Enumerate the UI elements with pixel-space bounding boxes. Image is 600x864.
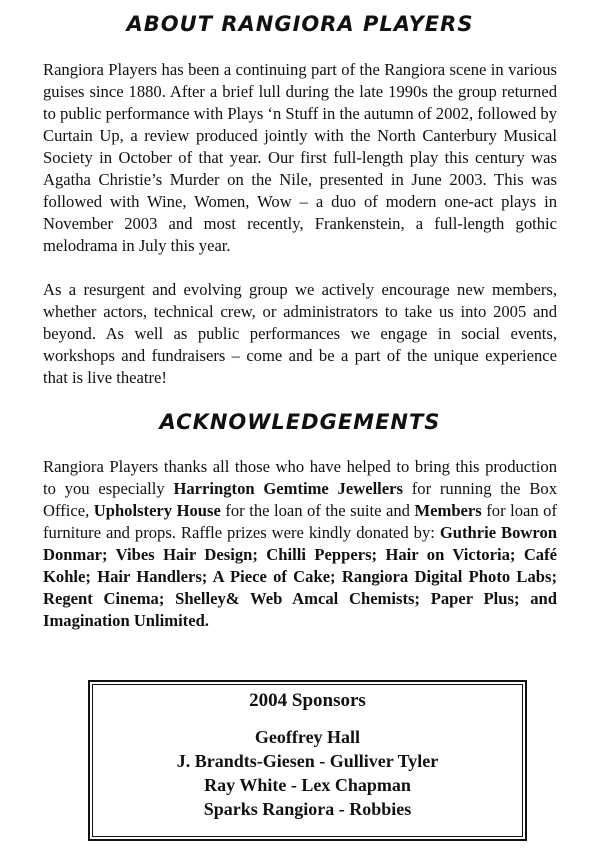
ack-text-3: for the loan of the suite and <box>220 501 415 520</box>
ack-upholstery-name: Upholstery House <box>93 501 221 520</box>
about-heading: ABOUT RANGIORA PLAYERS <box>126 12 474 36</box>
sponsors-box-inner <box>92 684 523 837</box>
acknowledgements-paragraph <box>43 456 557 632</box>
sponsor-line: Geoffrey Hall <box>254 727 361 747</box>
acknowledgements-heading: ACKNOWLEDGEMENTS <box>159 410 441 434</box>
ack-jeweller-name: Harrington Gemtime Jewellers <box>173 479 403 498</box>
ack-text-2: for running the Box Office, <box>43 479 557 520</box>
sponsors-title: 2004 Sponsors <box>249 690 366 711</box>
ack-raffle-donors: Guthrie Bowron Donmar; Vibes Hair Design; Chilli Peppers; Hair on Victoria; Café Kohle; Hair Handlers; A Piece of Cake; Rangiora Digital Photo Labs; Regent Cinema; Shelley& Web Amcal Chemists; Paper Plus; and Imagination Unlimited. <box>43 523 557 630</box>
about-paragraph-1: Rangiora Players has been a continuing part of the Rangiora scene in various guises since 1880. After a brief lull during the late 1990s the group returned to public performance with Plays ‘n Stuff in the autumn of 2002, followed by Curtain Up, a review produced jointly with the North Canterbury Musical Society in October of that year. Our first full-length play this century was Agatha Christie’s Murder on the Nile, presented in June 2003. This was followed with Wine, Women, Wow – a duo of modern one-act plays in November 2003 and most recently, Frankenstein, a full-length gothic melodrama in July this year. <box>43 60 558 255</box>
sponsors-box <box>88 680 527 841</box>
sponsor-line: J. Brandts-Giesen - Gulliver Tyler <box>176 751 439 771</box>
about-paragraph-2: As a resurgent and evolving group we actively encourage new members, whether actors, technical crew, or administrators to take us into 2005 and beyond. As well as public performances we engage in social events, workshops and fundraisers – come and be a part of the unique experience that is live theatre! <box>43 280 557 387</box>
ack-text-1: Rangiora Players thanks all those who have helped to bring this production to you especially <box>43 457 557 498</box>
sponsor-line: Ray White - Lex Chapman <box>204 775 411 795</box>
ack-members: Members <box>414 501 482 520</box>
sponsor-line: Sparks Rangiora - Robbies <box>203 799 412 819</box>
ack-text-4: for loan of furniture and props. Raffle prizes were kindly donated by: <box>43 501 557 542</box>
